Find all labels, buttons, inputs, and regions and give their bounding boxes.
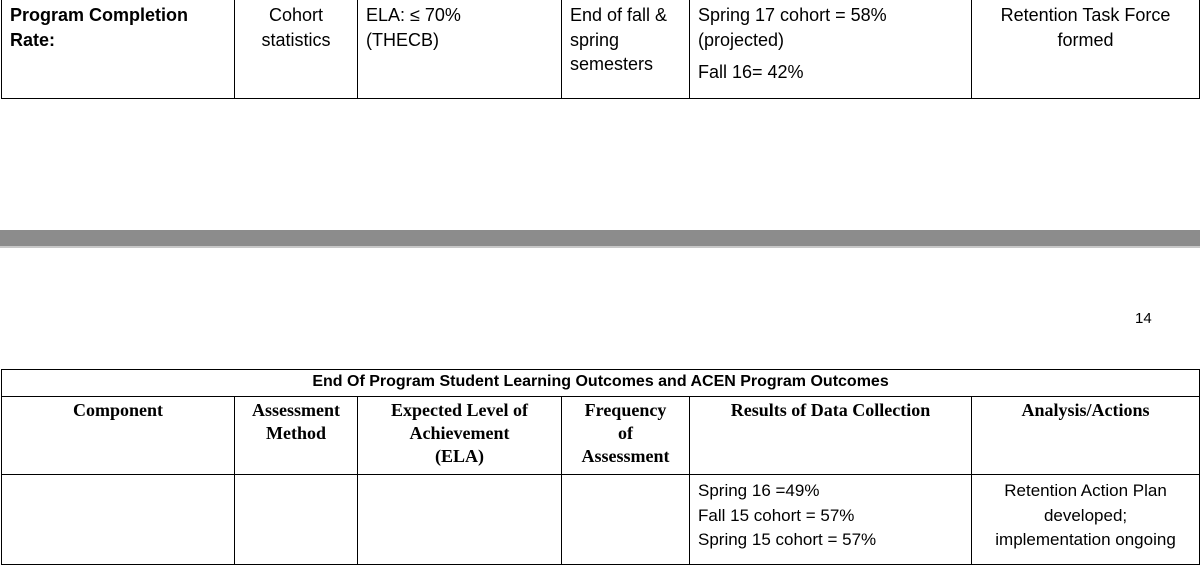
header-text: of — [618, 423, 633, 443]
header-text: Analysis/Actions — [1021, 400, 1150, 420]
results-cell — [690, 0, 972, 99]
results-line: Fall 15 cohort = 57% — [698, 505, 855, 525]
header-text: Frequency — [584, 400, 667, 420]
completion-rate-table — [1, 0, 1200, 99]
header-text: Method — [266, 423, 326, 443]
page-number: 14 — [1135, 310, 1152, 327]
actions-line: developed; — [1043, 505, 1128, 525]
component-cell — [2, 475, 235, 565]
actions-cell — [972, 475, 1200, 565]
table-row — [2, 475, 1200, 565]
results-line: (projected) — [698, 29, 785, 50]
frequency-line: End of fall & — [570, 5, 668, 25]
actions-cell — [972, 0, 1200, 99]
header-actions — [972, 397, 1200, 475]
frequency-line: spring — [570, 29, 620, 50]
ela-cell — [358, 0, 562, 99]
header-ela — [358, 397, 562, 475]
frequency-line: semesters — [570, 54, 654, 74]
caption-row — [2, 370, 1200, 397]
method-cell — [235, 0, 358, 99]
frequency-cell — [562, 0, 690, 99]
results-cell — [690, 475, 972, 565]
header-text: Assessment — [252, 400, 340, 420]
method-line: statistics — [261, 29, 331, 50]
table-row — [2, 0, 1200, 99]
page-break-shadow — [0, 246, 1200, 248]
actions-line: formed — [1057, 29, 1114, 50]
table-caption: End Of Program Student Learning Outcomes and ACEN Program Outcomes — [2, 370, 1200, 397]
header-component — [2, 397, 235, 475]
header-text: Results of Data Collection — [730, 400, 931, 420]
header-frequency — [562, 397, 690, 475]
results-line: Spring 15 cohort = 57% — [698, 530, 877, 549]
ela-line: ELA: ≤ 70% — [366, 5, 461, 25]
header-row — [2, 397, 1200, 475]
actions-line: Retention Action Plan — [1004, 481, 1167, 500]
header-text: Achievement — [409, 423, 510, 443]
results-line: Fall 16= 42% — [698, 62, 804, 82]
ela-line: (THECB) — [366, 29, 439, 50]
ela-cell — [358, 475, 562, 565]
method-cell — [235, 475, 358, 565]
header-text: Assessment — [581, 446, 670, 466]
header-text: Expected Level of — [391, 400, 528, 420]
component-text: Program Completion Rate: — [10, 5, 189, 50]
header-text: (ELA) — [435, 446, 484, 466]
header-results — [690, 397, 972, 475]
method-line: Cohort — [268, 5, 324, 25]
results-line: Spring 17 cohort = 58% — [698, 5, 887, 25]
results-line: Spring 16 =49% — [698, 481, 820, 500]
learning-outcomes-table — [1, 369, 1200, 565]
page-break-band — [0, 230, 1200, 246]
component-cell — [2, 0, 235, 99]
actions-line: Retention Task Force — [1000, 5, 1171, 25]
header-text: Component — [72, 400, 163, 420]
actions-line: implementation ongoing — [995, 530, 1176, 549]
header-method — [235, 397, 358, 475]
frequency-cell — [562, 475, 690, 565]
